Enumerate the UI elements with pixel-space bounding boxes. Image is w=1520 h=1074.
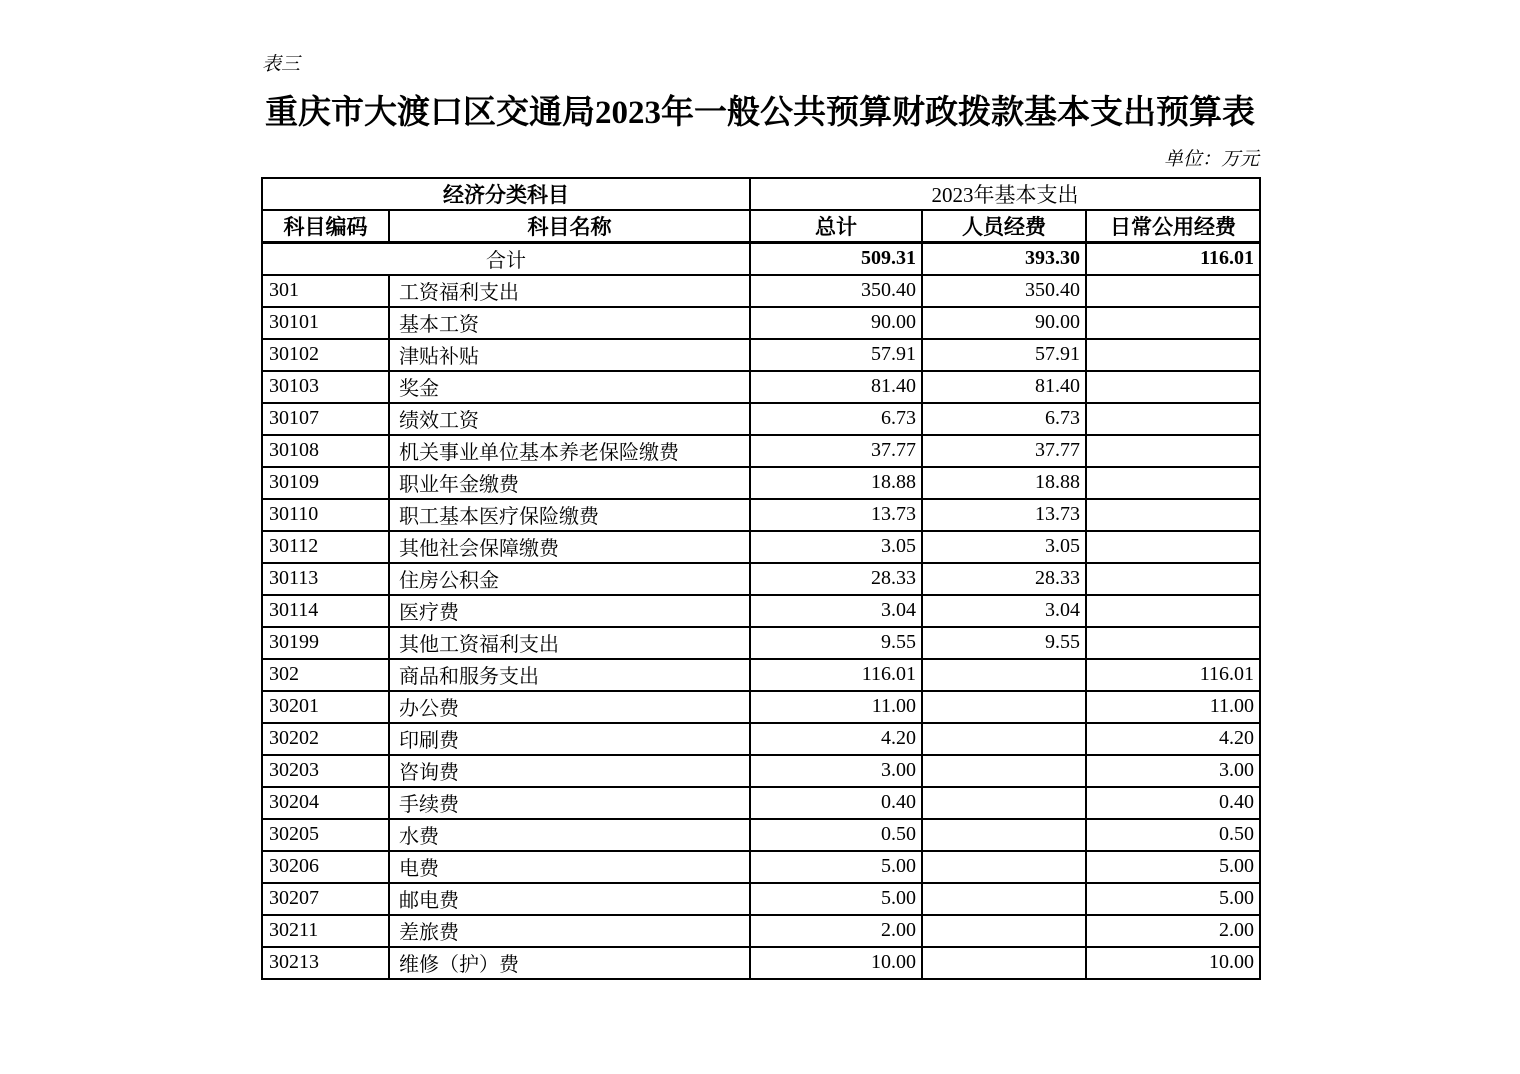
cell-personnel: 57.91 (922, 339, 1086, 371)
cell-personnel: 350.40 (922, 275, 1086, 307)
cell-daily: 0.50 (1086, 819, 1260, 851)
cell-name: 绩效工资 (389, 403, 750, 435)
cell-total: 3.00 (750, 755, 922, 787)
cell-total: 81.40 (750, 371, 922, 403)
cell-code: 30211 (262, 915, 389, 947)
table-row (262, 595, 1260, 627)
cell-code: 30110 (262, 499, 389, 531)
cell-personnel: 18.88 (922, 467, 1086, 499)
cell-total: 4.20 (750, 723, 922, 755)
cell-total: 90.00 (750, 307, 922, 339)
table-row (262, 787, 1260, 819)
cell-code: 30204 (262, 787, 389, 819)
table-row (262, 883, 1260, 915)
cell-name: 手续费 (389, 787, 750, 819)
cell-total: 350.40 (750, 275, 922, 307)
cell-name: 水费 (389, 819, 750, 851)
cell-name: 其他工资福利支出 (389, 627, 750, 659)
cell-daily (1086, 435, 1260, 467)
cell-total: 18.88 (750, 467, 922, 499)
cell-name: 邮电费 (389, 883, 750, 915)
cell-daily (1086, 531, 1260, 563)
cell-daily: 116.01 (1086, 659, 1260, 691)
cell-personnel: 3.04 (922, 595, 1086, 627)
cell-daily: 3.00 (1086, 755, 1260, 787)
header-personnel-funds: 人员经费 (922, 210, 1086, 243)
cell-name: 职业年金缴费 (389, 467, 750, 499)
page-title: 重庆市大渡口区交通局2023年一般公共预算财政拨款基本支出预算表 (265, 95, 1255, 131)
cell-code: 30213 (262, 947, 389, 979)
table-row (262, 659, 1260, 691)
cell-daily: 116.01 (1086, 243, 1260, 275)
table-row (262, 531, 1260, 563)
cell-name: 办公费 (389, 691, 750, 723)
cell-daily: 5.00 (1086, 851, 1260, 883)
cell-daily (1086, 403, 1260, 435)
cell-personnel: 6.73 (922, 403, 1086, 435)
table-row (262, 403, 1260, 435)
cell-total: 3.05 (750, 531, 922, 563)
table-row (262, 627, 1260, 659)
cell-daily (1086, 371, 1260, 403)
cell-code: 302 (262, 659, 389, 691)
table-row (262, 339, 1260, 371)
cell-name: 医疗费 (389, 595, 750, 627)
cell-code: 30103 (262, 371, 389, 403)
table-row (262, 275, 1260, 307)
table-row (262, 851, 1260, 883)
cell-code: 30114 (262, 595, 389, 627)
cell-total: 0.40 (750, 787, 922, 819)
cell-name: 差旅费 (389, 915, 750, 947)
cell-personnel: 393.30 (922, 243, 1086, 275)
cell-name: 印刷费 (389, 723, 750, 755)
table-row (262, 723, 1260, 755)
cell-name: 基本工资 (389, 307, 750, 339)
unit-note: 单位：万元 (1163, 149, 1259, 170)
table-row (262, 307, 1260, 339)
cell-code: 30206 (262, 851, 389, 883)
table-row (262, 435, 1260, 467)
cell-personnel (922, 723, 1086, 755)
cell-code: 30108 (262, 435, 389, 467)
header-economic-classification: 经济分类科目 (262, 178, 750, 210)
cell-total: 5.00 (750, 883, 922, 915)
cell-code: 30199 (262, 627, 389, 659)
budget-table (261, 177, 1261, 980)
header-2023-basic-expenditure: 2023年基本支出 (750, 178, 1260, 210)
cell-code: 30202 (262, 723, 389, 755)
cell-daily (1086, 499, 1260, 531)
cell-total: 3.04 (750, 595, 922, 627)
header-total: 总计 (750, 210, 922, 243)
table-row (262, 563, 1260, 595)
table-row (262, 467, 1260, 499)
cell-daily (1086, 467, 1260, 499)
table-row (262, 499, 1260, 531)
table-row (262, 819, 1260, 851)
cell-daily: 10.00 (1086, 947, 1260, 979)
cell-total: 37.77 (750, 435, 922, 467)
cell-total: 13.73 (750, 499, 922, 531)
cell-total: 116.01 (750, 659, 922, 691)
cell-daily (1086, 595, 1260, 627)
header-columns-row (262, 210, 1260, 243)
cell-personnel (922, 947, 1086, 979)
cell-name: 津贴补贴 (389, 339, 750, 371)
cell-daily: 5.00 (1086, 883, 1260, 915)
cell-daily: 2.00 (1086, 915, 1260, 947)
cell-daily: 0.40 (1086, 787, 1260, 819)
cell-personnel (922, 691, 1086, 723)
cell-code: 30207 (262, 883, 389, 915)
cell-personnel: 37.77 (922, 435, 1086, 467)
cell-code: 30102 (262, 339, 389, 371)
cell-personnel (922, 915, 1086, 947)
cell-personnel: 13.73 (922, 499, 1086, 531)
cell-code: 30112 (262, 531, 389, 563)
cell-daily (1086, 307, 1260, 339)
cell-total: 0.50 (750, 819, 922, 851)
cell-personnel (922, 851, 1086, 883)
cell-name: 商品和服务支出 (389, 659, 750, 691)
header-subject-code: 科目编码 (262, 210, 389, 243)
cell-code: 30101 (262, 307, 389, 339)
cell-personnel (922, 787, 1086, 819)
cell-name: 奖金 (389, 371, 750, 403)
cell-personnel (922, 659, 1086, 691)
total-row (262, 243, 1260, 275)
cell-daily: 11.00 (1086, 691, 1260, 723)
cell-total: 2.00 (750, 915, 922, 947)
cell-code: 30113 (262, 563, 389, 595)
table-row (262, 691, 1260, 723)
cell-code: 30109 (262, 467, 389, 499)
cell-personnel (922, 755, 1086, 787)
cell-total: 6.73 (750, 403, 922, 435)
cell-name: 其他社会保障缴费 (389, 531, 750, 563)
cell-total: 9.55 (750, 627, 922, 659)
cell-daily (1086, 275, 1260, 307)
cell-name: 咨询费 (389, 755, 750, 787)
cell-daily: 4.20 (1086, 723, 1260, 755)
cell-total: 11.00 (750, 691, 922, 723)
cell-personnel: 3.05 (922, 531, 1086, 563)
cell-name: 机关事业单位基本养老保险缴费 (389, 435, 750, 467)
total-row-label: 合计 (262, 243, 750, 275)
header-subject-name: 科目名称 (389, 210, 750, 243)
cell-code: 30201 (262, 691, 389, 723)
cell-daily (1086, 627, 1260, 659)
cell-name: 住房公积金 (389, 563, 750, 595)
cell-daily (1086, 563, 1260, 595)
cell-code: 30203 (262, 755, 389, 787)
cell-total: 5.00 (750, 851, 922, 883)
cell-personnel: 9.55 (922, 627, 1086, 659)
cell-name: 职工基本医疗保险缴费 (389, 499, 750, 531)
cell-daily (1086, 339, 1260, 371)
table-number-label: 表三 (262, 54, 301, 75)
table-row (262, 371, 1260, 403)
cell-personnel: 90.00 (922, 307, 1086, 339)
cell-total: 509.31 (750, 243, 922, 275)
cell-personnel: 28.33 (922, 563, 1086, 595)
cell-code: 30205 (262, 819, 389, 851)
table-row (262, 915, 1260, 947)
cell-name: 维修（护）费 (389, 947, 750, 979)
cell-total: 28.33 (750, 563, 922, 595)
cell-personnel (922, 819, 1086, 851)
cell-code: 301 (262, 275, 389, 307)
table-row (262, 947, 1260, 979)
cell-code: 30107 (262, 403, 389, 435)
header-daily-public-funds: 日常公用经费 (1086, 210, 1260, 243)
cell-personnel: 81.40 (922, 371, 1086, 403)
cell-total: 10.00 (750, 947, 922, 979)
cell-personnel (922, 883, 1086, 915)
cell-name: 工资福利支出 (389, 275, 750, 307)
cell-total: 57.91 (750, 339, 922, 371)
cell-name: 电费 (389, 851, 750, 883)
table-row (262, 755, 1260, 787)
header-group-row (262, 178, 1260, 210)
